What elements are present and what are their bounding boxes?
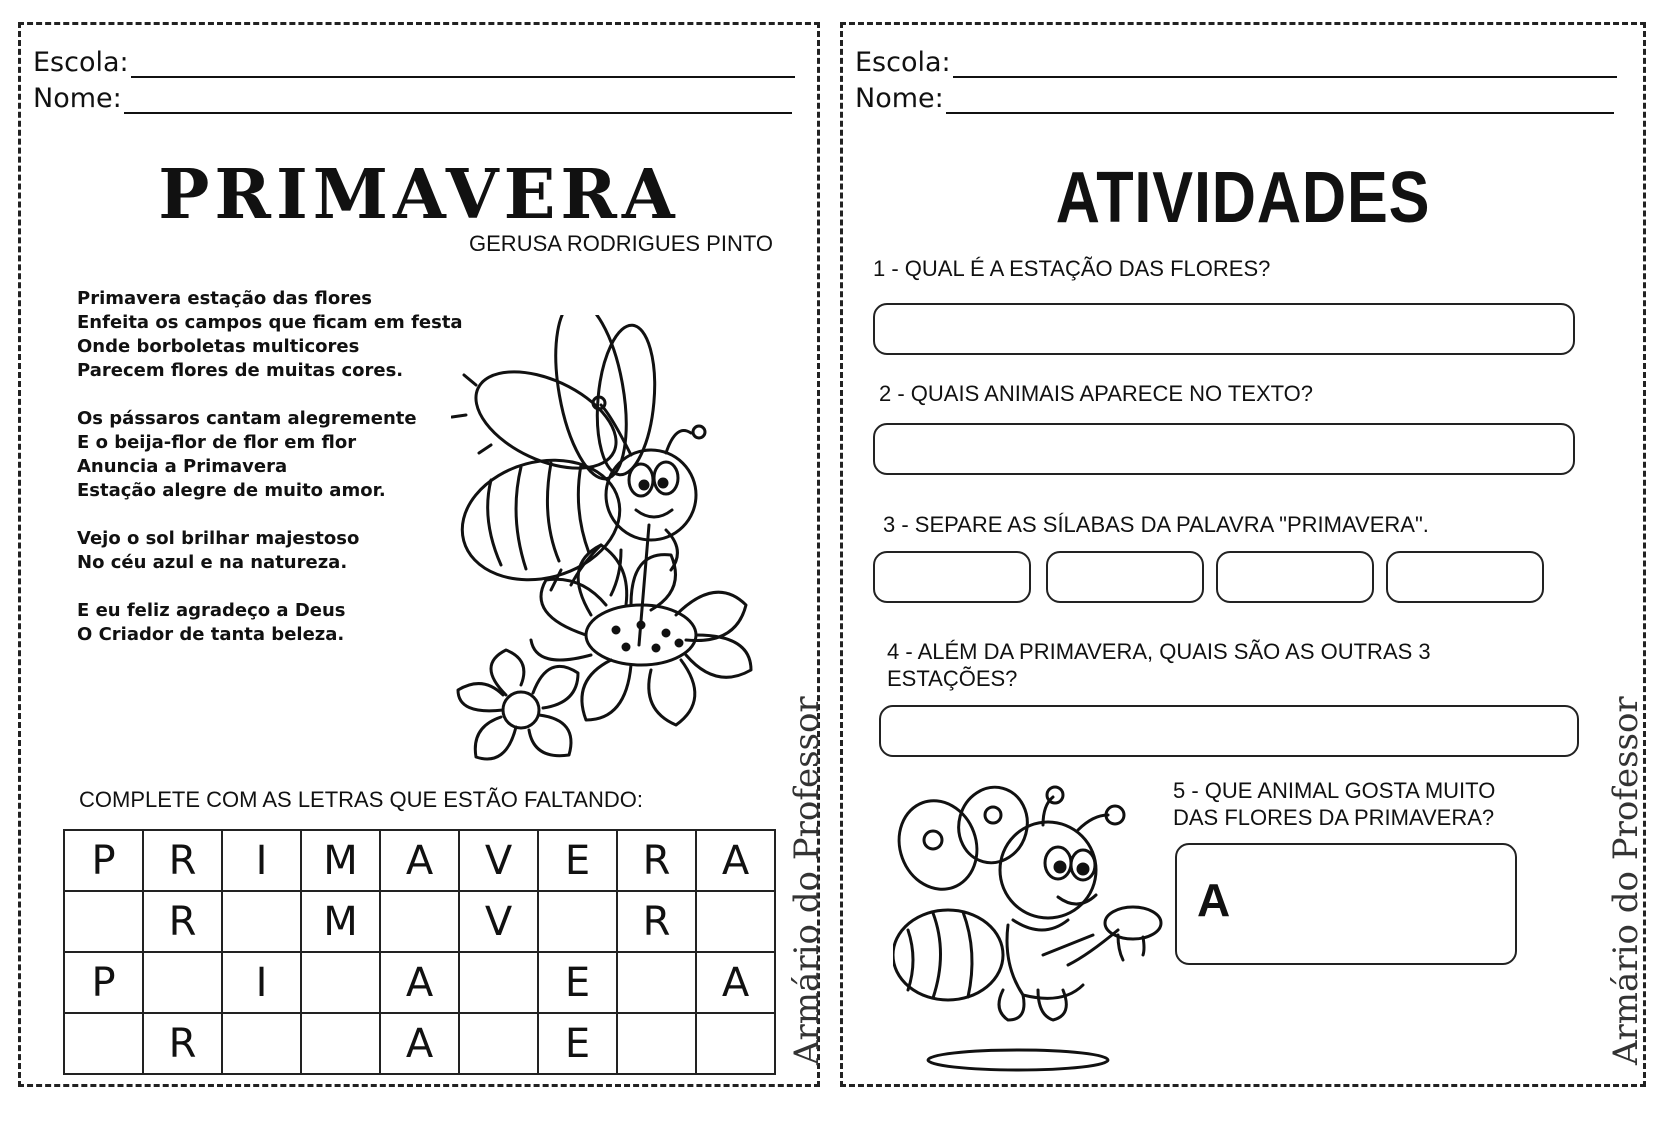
poem-line: Os pássaros cantam alegremente bbox=[77, 408, 417, 429]
syllable-box-1[interactable] bbox=[873, 551, 1031, 603]
grid-cell[interactable] bbox=[64, 891, 143, 952]
grid-cell[interactable] bbox=[380, 891, 459, 952]
activities-title: ATIVIDADES bbox=[1055, 158, 1431, 238]
poem-line: Onde borboletas multicores bbox=[77, 336, 360, 357]
poem-line: Anuncia a Primavera bbox=[77, 456, 288, 477]
grid-row bbox=[64, 830, 775, 891]
name-blank-line[interactable] bbox=[946, 86, 1614, 114]
school-label: Escola: bbox=[855, 47, 951, 78]
grid-cell: E bbox=[538, 1013, 617, 1074]
grid-cell[interactable] bbox=[459, 1013, 538, 1074]
grid-cell: R bbox=[143, 830, 222, 891]
grid-cell[interactable] bbox=[696, 1013, 775, 1074]
right-worksheet bbox=[840, 22, 1646, 1087]
grid-cell: M bbox=[301, 830, 380, 891]
grid-cell: R bbox=[143, 891, 222, 952]
grid-cell[interactable] bbox=[301, 952, 380, 1013]
watermark-text: Armário do Professor bbox=[787, 696, 827, 1065]
grid-cell[interactable] bbox=[617, 1013, 696, 1074]
poem-stanza bbox=[77, 527, 463, 575]
grid-cell: E bbox=[538, 830, 617, 891]
answer-box-5[interactable] bbox=[1175, 843, 1517, 965]
exercise-instruction: COMPLETE COM AS LETRAS QUE ESTÃO FALTANDO: bbox=[79, 787, 643, 812]
poem-title: PRIMAVERA bbox=[158, 155, 680, 235]
grid-cell: A bbox=[696, 952, 775, 1013]
bee-on-flower-illustration bbox=[451, 315, 811, 785]
poem-line: O Criador de tanta beleza. bbox=[77, 624, 345, 645]
syllable-box-4[interactable] bbox=[1386, 551, 1544, 603]
answer-box-2[interactable] bbox=[873, 423, 1575, 475]
answer-box-1[interactable] bbox=[873, 303, 1575, 355]
grid-row bbox=[64, 1013, 775, 1074]
school-label: Escola: bbox=[33, 47, 129, 78]
name-field-row bbox=[855, 83, 1614, 114]
grid-cell: V bbox=[459, 830, 538, 891]
grid-cell: P bbox=[64, 830, 143, 891]
poem-stanza bbox=[77, 407, 463, 503]
poem-line: Vejo o sol brilhar majestoso bbox=[77, 528, 360, 549]
grid-cell[interactable] bbox=[301, 1013, 380, 1074]
left-worksheet bbox=[18, 22, 827, 1087]
name-blank-line[interactable] bbox=[124, 86, 792, 114]
school-blank-line[interactable] bbox=[131, 50, 795, 78]
watermark-text: Armário do Professor bbox=[1606, 696, 1646, 1065]
name-label: Nome: bbox=[855, 83, 944, 114]
grid-cell: A bbox=[380, 1013, 459, 1074]
grid-cell[interactable] bbox=[143, 952, 222, 1013]
grid-cell: R bbox=[617, 891, 696, 952]
grid-cell: I bbox=[222, 952, 301, 1013]
poem-line: Primavera estação das flores bbox=[77, 288, 373, 309]
grid-cell: A bbox=[380, 830, 459, 891]
question-4: 4 - ALÉM DA PRIMAVERA, QUAIS SÃO AS OUTRAS 3 ESTAÇÕES? bbox=[887, 639, 1431, 691]
answer-prefill: A bbox=[1197, 874, 1231, 926]
grid-cell: A bbox=[696, 830, 775, 891]
name-field-row bbox=[33, 83, 792, 114]
school-field-row bbox=[855, 47, 1617, 78]
syllable-box-2[interactable] bbox=[1046, 551, 1204, 603]
poem-line: No céu azul e na natureza. bbox=[77, 552, 348, 573]
grid-cell[interactable] bbox=[459, 952, 538, 1013]
school-blank-line[interactable] bbox=[953, 50, 1617, 78]
grid-row bbox=[64, 891, 775, 952]
poem-author: GERUSA RODRIGUES PINTO bbox=[469, 231, 773, 256]
poem-stanza bbox=[77, 599, 463, 647]
bee-with-honey-illustration bbox=[893, 785, 1163, 1075]
poem-text bbox=[77, 287, 463, 671]
grid-cell[interactable] bbox=[538, 891, 617, 952]
grid-cell[interactable] bbox=[696, 891, 775, 952]
grid-cell: V bbox=[459, 891, 538, 952]
grid-cell[interactable] bbox=[222, 1013, 301, 1074]
grid-cell[interactable] bbox=[64, 1013, 143, 1074]
grid-cell: P bbox=[64, 952, 143, 1013]
poem-line: E eu feliz agradeço a Deus bbox=[77, 600, 346, 621]
school-field-row bbox=[33, 47, 795, 78]
question-2: 2 - QUAIS ANIMAIS APARECE NO TEXTO? bbox=[879, 381, 1314, 406]
question-1: 1 - QUAL É A ESTAÇÃO DAS FLORES? bbox=[873, 256, 1271, 281]
question-3: 3 - SEPARE AS SÍLABAS DA PALAVRA "PRIMAVERA". bbox=[883, 512, 1429, 537]
poem-stanza bbox=[77, 287, 463, 383]
name-label: Nome: bbox=[33, 83, 122, 114]
grid-cell[interactable] bbox=[222, 891, 301, 952]
grid-cell: R bbox=[143, 1013, 222, 1074]
answer-box-4[interactable] bbox=[879, 705, 1579, 757]
question-5: 5 - QUE ANIMAL GOSTA MUITO DAS FLORES DA PRIMAVERA? bbox=[1173, 778, 1496, 830]
grid-cell: M bbox=[301, 891, 380, 952]
grid-cell: E bbox=[538, 952, 617, 1013]
poem-line: E o beija-flor de flor em flor bbox=[77, 432, 357, 453]
grid-cell[interactable] bbox=[617, 952, 696, 1013]
letter-grid bbox=[63, 829, 776, 1075]
syllable-box-3[interactable] bbox=[1216, 551, 1374, 603]
grid-cell: I bbox=[222, 830, 301, 891]
poem-line: Enfeita os campos que ficam em festa bbox=[77, 312, 463, 333]
grid-cell: A bbox=[380, 952, 459, 1013]
grid-row bbox=[64, 952, 775, 1013]
grid-cell: R bbox=[617, 830, 696, 891]
poem-line: Parecem flores de muitas cores. bbox=[77, 360, 404, 381]
poem-line: Estação alegre de muito amor. bbox=[77, 480, 386, 501]
